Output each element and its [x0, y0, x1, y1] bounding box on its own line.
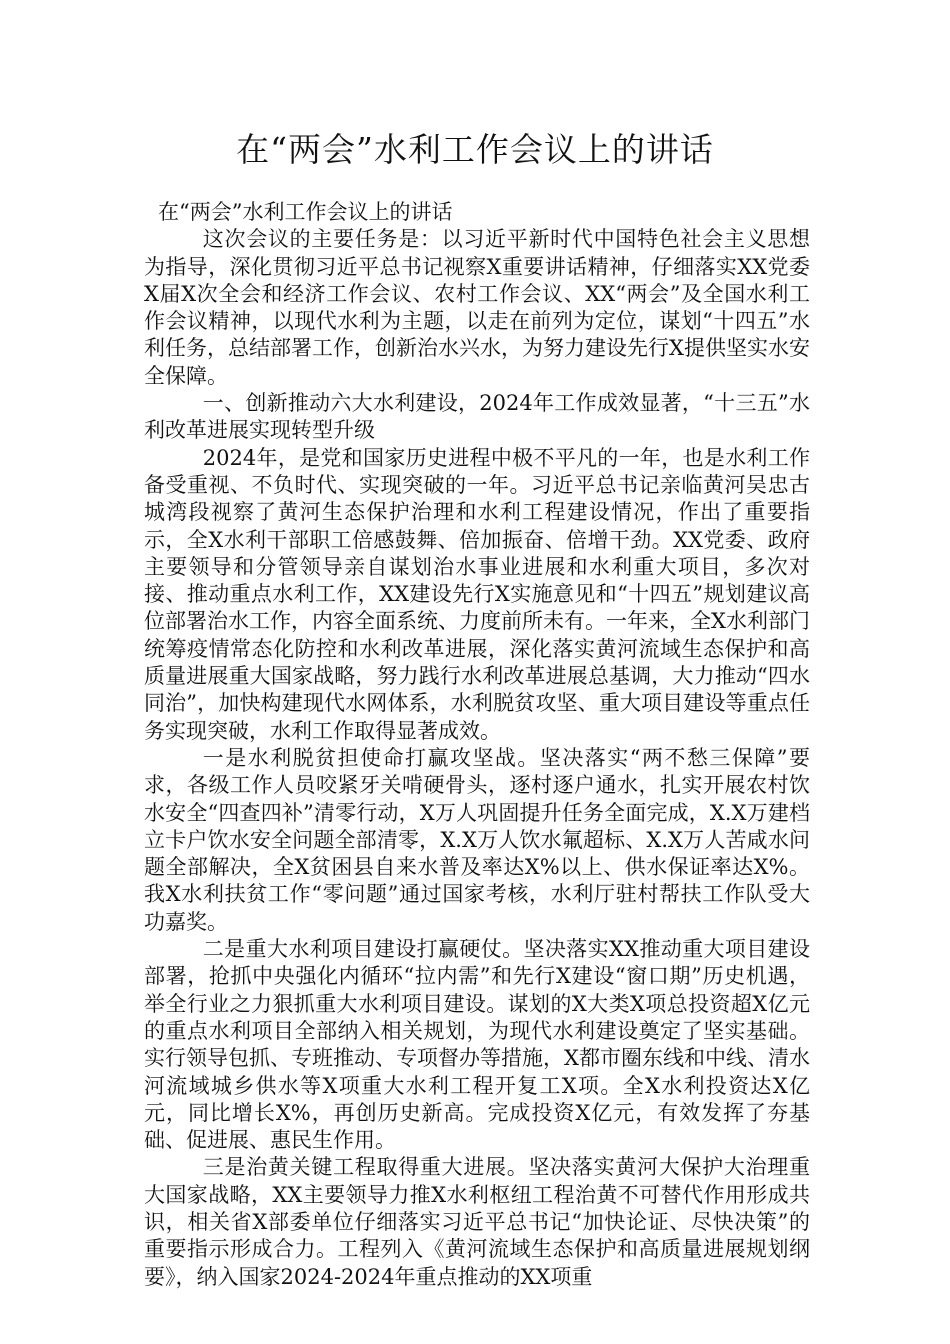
section-heading-1: 一、创新推动六大水利建设，2024年工作成效显著，“十三五”水利改革进展实现转型升级: [144, 391, 810, 443]
document-subtitle: 在“两会”水利工作会议上的讲话: [158, 200, 453, 224]
paragraph-2024-overview: 2024年，是党和国家历史进程中极不平凡的一年，也是水利工作备受重视、不负时代、实现突破的一年。习近平总书记亲临黄河吴忠古城湾段视察了黄河生态保护治理和水利工程建设情况，作出了重要指示，全X水利干部职工倍感鼓舞、倍加振奋、倍增干劲。XX党委、政府主要领导和分管领导亲自谋划治水事业进展和水利重大项目，多次对接、推动重点水利工作，XX建设先行X实施意见和“十四五”规划建议高位部署治水工作，内容全面系统、力度前所未有。一年来，全X水利部门统筹疫情常态化防控和水利改革进展，深化落实黄河流域生态保护和高质量进展重大国家战略，努力践行水利改革进展总基调，大力推动“四水同治”，加快构建现代水网体系，水利脱贫攻坚、重大项目建设等重点任务实现突破，水利工作取得显著成效。: [144, 445, 810, 743]
paragraph-major-projects: 二是重大水利项目建设打赢硬仗。坚决落实XX推动重大项目建设部署，抢抓中央强化内循环“拉内需”和先行X建设“窗口期”历史机遇，举全行业之力狠抓重大水利项目建设。谋划的X大类X项总投资超X亿元的重点水利项目全部纳入相关规划，为现代水利建设奠定了坚实基础。实行领导包抓、专班推动、专项督办等措施，X都市圈东线和中线、清水河流域城乡供水等X项重大水利工程开复工X项。全X水利投资达X亿元，同比增长X%，再创历史新高。完成投资X亿元，有效发挥了夯基础、促进展、惠民生作用。: [144, 937, 810, 1153]
document-body: [144, 199, 810, 1291]
paragraph-yellow-river-projects: 三是治黄关键工程取得重大进展。坚决落实黄河大保护大治理重大国家战略，XX主要领导力推X水利枢纽工程治黄不可替代作用形成共识，相关省X部委单位仔细落实习近平总书记“加快论证、尽快决策”的重要指示形成合力。工程列入《黄河流域生态保护和高质量进展规划纲要》，纳入国家2024-2024年重点推动的XX项重: [144, 1155, 810, 1289]
paragraph-intro: 这次会议的主要任务是：以习近平新时代中国特色社会主义思想为指导，深化贯彻习近平总书记视察X重要讲话精神，仔细落实XX党委X届X次全会和经济工作会议、农村工作会议、XX“两会”及全国水利工作会议精神，以现代水利为主题，以走在前列为定位，谋划“十四五”水利任务，总结部署工作，创新治水兴水，为努力建设先行X提供坚实水安全保障。: [144, 227, 810, 388]
paragraph-poverty-alleviation: 一是水利脱贫担使命打赢攻坚战。坚决落实“两不愁三保障”要求，各级工作人员咬紧牙关啃硬骨头，逐村逐户通水，扎实开展农村饮水安全“四查四补”清零行动，X万人巩固提升任务全面完成，X.X万建档立卡户饮水安全问题全部清零，X.X万人饮水氟超标、X.X万人苦咸水问题全部解决，全X贫困县自来水普及率达X%以上、供水保证率达X%。我X水利扶贫工作“零问题”通过国家考核，水利厅驻村帮扶工作队受大功嘉奖。: [144, 745, 810, 934]
document-title: 在“两会”水利工作会议上的讲话: [236, 130, 714, 169]
